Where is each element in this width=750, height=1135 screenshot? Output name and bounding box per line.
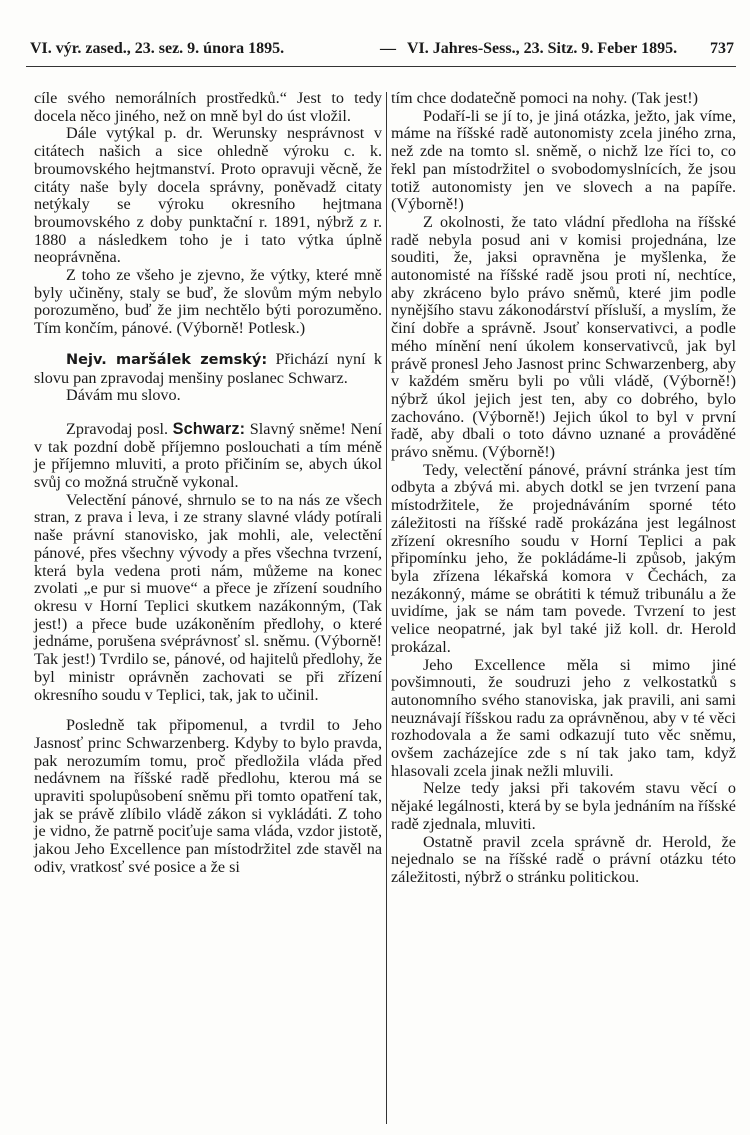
paragraph: tím chce dodatečně pomoci na nohy. (Tak jest!)	[391, 89, 699, 107]
paragraph: Podaří-li se jí to, je jiná otázka, ježto, jak víme, máme na říšské radě autonomisty zcela jiného zrna, než zde na tomto sl. sněmě, o nichž lze říci to, co řekl pan místodržitel o svobodomyslnících, že jsou totiž autonomisty jen ve slovech a na papíře. (Výborně!)	[391, 106, 736, 214]
right-column	[391, 90, 736, 887]
column-divider	[386, 92, 387, 1124]
paragraph: Tedy, velectění pánové, právní stránka jest tím odbyta a zbývá mi. abych dotkl se jen tvrzení pana místodržitele, že projednáváním sporné této záležitosti na říšské radě prokázána jest legálnost zřízení okresního soudu v Horní Teplici a pak připomínku jeho, že pokládáme-li způsob, jakým byla zřízena lékařská komora v Čechách, za nezákonný, máme se obrátiti k témuž tribunálu a že uvidíme, jak se nám tam povede. Tvrzení to jest velice neopatrné, jak byl také již koll. dr. Herold prokázal.	[391, 460, 736, 656]
header-german-session: VI. Jahres-Sess., 23. Sitz. 9. Feber 1895.	[407, 40, 678, 57]
paragraph: Z toho ze všeho je zjevno, že výtky, které mně byly učiněny, staly se buď, že slovům mým nebylo porozuměno, buď že jim nechtělo býti porozuměno. Tím končím, pánové. (Výborně! Potlesk.)	[34, 266, 382, 338]
paragraph	[34, 351, 382, 387]
speaker-name: Nejv. maršálek zemský:	[66, 351, 268, 368]
header-rule	[26, 66, 736, 67]
paragraph: cíle svého nemorálních prostředků.“ Jest to tedy docela něco jiného, než on mně byl do úst vložil.	[34, 89, 382, 125]
left-column	[34, 90, 382, 877]
paragraph	[34, 421, 382, 492]
speech-text: Slavný sněme! Není v tak pozdní době příjemno poslouchati a tím méně je příjemno mluviti, a proto přičiním se, abych úkol svůj co možná stručně vykonal.	[34, 419, 382, 492]
page-number: 737	[710, 40, 734, 57]
paragraph: Ostatně pravil zcela správně dr. Herold, že nejednalo se na říšské radě o právní otázku této záležitosti, nýbrž o stránku politickou.	[391, 832, 736, 886]
paragraph: Posledně tak připomenul, a tvrdil to Jeho Jasnosť princ Schwarzenberg. Kdyby to bylo pravda, pak nerozumím tomu, proč předložila vláda před nedávnem na říšské radě předlohu, kterou má se upraviti spolupůsobení sněmu při tomto opatření tak, jak se právě zlíbilo vládě zákon si vykládáti. Z toho je vidno, že patrně pociťuje sama vláda, vzdor jistotě, jakou Jeho Excellence pan místodržitel zde stavěl na odiv, vratkosť své posice a že si	[34, 716, 382, 876]
speech-text: Přichází nyní k slovu pan zpravodaj menšiny poslanec Schwarz.	[34, 349, 382, 387]
paragraph: Velectění pánové, shrnulo se to na nás ze všech stran, z prava i leva, i ze strany slavné vlády potírali naše právní stanovisko, jak mohli, ale, velectění pánové, přes všechny vývody a přes všechna tvrzení, která byla vedena proti nám, můžeme na konec zvolati „e pur si muove“ a přece je zřízení soudního okresu v Horní Teplici skutkem nazákonným, (Tak jest!) a přece bude uzákoněním předlohy, o které jednáme, porušena svéprávnosť sl. sněmu. (Výborně! Tak jest!) Tvrdilo se, pánové, od hajitelů předlohy, že byl ministr oprávněn zachovati se při zřízení okresního soudu v Teplici, tak, jak to učinil.	[34, 490, 382, 704]
page-header	[30, 40, 734, 64]
header-dash: —	[380, 40, 396, 57]
paragraph: Dále vytýkal p. dr. Werunsky nesprávnost v citátech našich a sice ohledně výroku c. k. broumovského hejtmanství. Proto opravuji věcně, že citáty naše byly docela správny, poněvadž citaty netýkaly se výroku okresního hejtmana broumovského z doby punktační r. 1891, nýbrž z r. 1880 a následkem toho je i tato výtka úplně neoprávněna.	[34, 124, 382, 267]
header-czech-session: VI. výr. zased., 23. sez. 9. února 1895.	[30, 40, 285, 57]
paragraph: Nelze tedy jaksi při takovém stavu věcí o nějaké legálnosti, která by se byla jednáním na říšské radě zjednala, mluviti.	[391, 779, 736, 833]
paragraph: Z okolnosti, že tato vládní předloha na říšské radě nebyla posud ani v komisi projednána, lze souditi, že, jaksi opravněna je myšlenka, že autonomisté na říšské radě jsou proti ní, nechtíce, aby zkráceno bylo právo sněmů, které jim podle nynějšího stavu zákonodárství přísluší, a myslím, že činí dobře a správně. Jsouť konservativci, a podle mého mínění není úkolem konservativců, jak byl právě pronesl Jeho Jasnost princ Schwarzenberg, aby v každém směru byli po vůli vládě, (Výborně!) nýbrž úkol jejich jest ten, aby co dobrého, bylo zachováno. (Výborně!) Jejich úkol to byl v první řadě, aby dbali o toto dávno uznané a prováděné právo sněmu. (Výborně!)	[391, 212, 736, 462]
paragraph: Jeho Excellence měla si mimo jiné povšimnouti, že soudruzi jeho z velkostatků s autonomního svého stanoviska, jak pravili, ani sami neuznávají říšskou radu za oprávněnou, aby v té věci rozhodovala a že sami odkazují tuto věc sněmu, ovšem zacházejíce zde s ní tak jako tam, když hlasovali zcela jinak nežli mluvili.	[391, 655, 736, 780]
paragraph: Dávám mu slovo.	[66, 386, 181, 405]
speaker-name: Schwarz:	[172, 419, 246, 438]
speaker-title: Zpravodaj posl.	[66, 419, 169, 438]
